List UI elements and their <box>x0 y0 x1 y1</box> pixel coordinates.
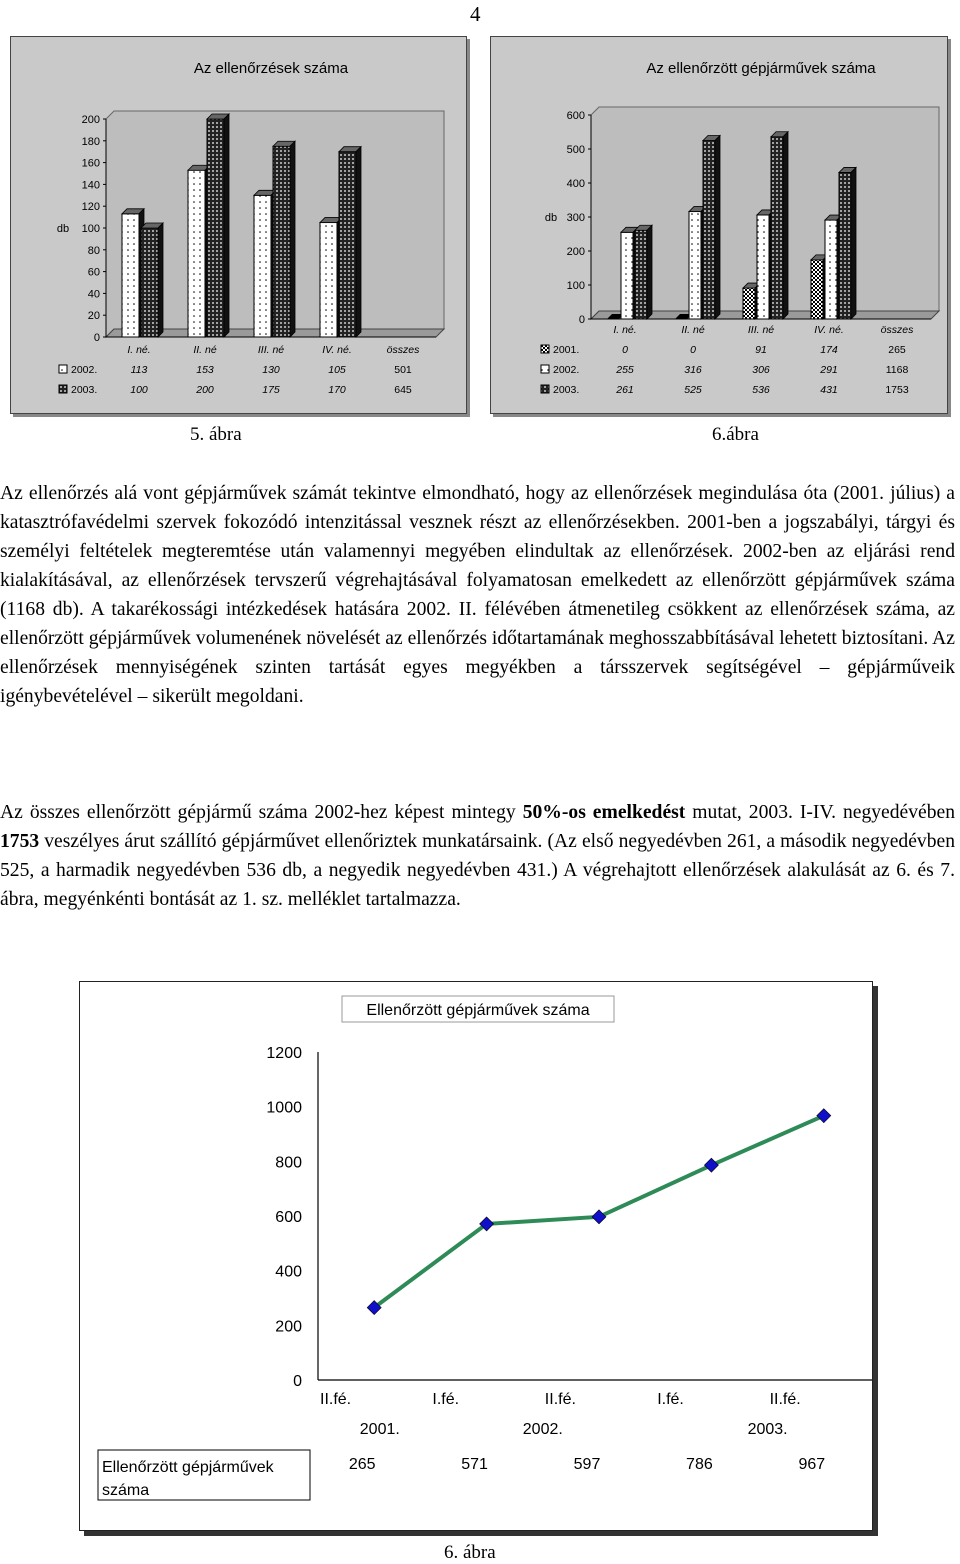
bar-side <box>290 141 295 337</box>
y-tick-label: 0 <box>578 314 585 326</box>
table-cell: 536 <box>752 384 770 396</box>
legend-label: 2002. <box>71 364 98 376</box>
table-header-cell: II. né <box>193 344 217 356</box>
fig5-chart <box>10 36 467 414</box>
legend-key <box>541 385 549 393</box>
fig6-svg <box>491 37 947 413</box>
table-header-cell: összes <box>386 344 420 356</box>
bar-side <box>783 132 788 319</box>
table-cell: 105 <box>328 364 346 376</box>
table-cell: 200 <box>196 384 214 396</box>
bar <box>207 119 224 337</box>
data-point-marker <box>817 1109 831 1123</box>
y-tick-label: 1200 <box>266 1045 302 1062</box>
y-tick-label: 60 <box>87 266 100 279</box>
bar <box>703 141 715 320</box>
legend-key <box>59 385 67 393</box>
fig6-chart <box>490 36 948 414</box>
para2-bold-1: 50%-os emelkedést <box>522 802 686 823</box>
bar <box>188 170 205 337</box>
y-tick-label: 1000 <box>266 1099 302 1117</box>
y-tick-label: 300 <box>566 212 585 224</box>
fig7-caption: 6. ábra <box>444 1542 496 1563</box>
fig5-caption: 5. ábra <box>190 424 242 445</box>
bar <box>339 152 356 337</box>
bar <box>771 137 783 319</box>
table-cell: 153 <box>196 364 214 376</box>
x-year-label: 2001. <box>359 1421 400 1438</box>
y-tick-label: 600 <box>275 1209 302 1226</box>
y-tick-label: 0 <box>293 1373 302 1390</box>
table-cell: 261 <box>616 384 634 396</box>
y-tick-label: 200 <box>275 1318 302 1336</box>
x-tick-label: II.fé. <box>320 1391 352 1408</box>
table-cell: 91 <box>755 344 767 356</box>
data-point-marker <box>592 1210 606 1224</box>
y-tick-label: 200 <box>566 246 585 258</box>
table-cell: 291 <box>820 364 838 376</box>
table-header-cell: III. né <box>747 324 775 336</box>
legend-key <box>541 365 549 373</box>
table-cell: 316 <box>684 364 702 376</box>
y-tick-label: 200 <box>81 114 100 126</box>
data-point-marker <box>704 1158 718 1172</box>
bar <box>141 228 158 337</box>
table-value: 967 <box>798 1456 826 1473</box>
table-cell: 100 <box>130 384 148 396</box>
table-header-cell: összes <box>880 324 914 336</box>
legend-label-line2: száma <box>102 1482 150 1499</box>
para2-bold-2: 1753 <box>0 831 40 852</box>
para2-text-1: Az összes ellenőrzött gépjármű száma 2002-hez képest mintegy <box>0 802 523 823</box>
bar-side <box>647 225 652 319</box>
table-value: 786 <box>686 1456 713 1473</box>
x-tick-label: II.fé. <box>544 1391 576 1408</box>
bar <box>254 195 271 337</box>
y-tick-label: 120 <box>81 201 100 214</box>
x-tick-label: I.fé. <box>432 1391 460 1408</box>
fig6-caption: 6.ábra <box>712 424 759 445</box>
y-tick-label: 140 <box>81 179 100 192</box>
fig7-chart <box>79 981 873 1531</box>
fig5-svg <box>11 37 466 413</box>
legend-label: 2003. <box>71 384 98 396</box>
legend-key <box>541 345 549 353</box>
table-cell: 0 <box>690 344 696 356</box>
y-tick-label: 400 <box>275 1263 302 1281</box>
bar <box>122 214 139 337</box>
table-value: 265 <box>348 1456 376 1473</box>
bar-side <box>224 114 229 337</box>
chart-title: Az ellenőrzések száma <box>193 60 349 77</box>
page-number: 4 <box>470 2 481 26</box>
bar <box>689 212 701 319</box>
table-header-cell: I. né. <box>127 344 151 356</box>
para2-text-2: mutat, 2003. I-IV. negyedévében <box>685 802 956 823</box>
y-tick-label: 600 <box>566 110 585 122</box>
bar <box>811 260 823 319</box>
bar <box>320 223 337 337</box>
bar <box>757 215 769 319</box>
y-axis-label: db <box>544 212 558 224</box>
legend-label: 2003. <box>553 384 580 396</box>
table-cell: 1168 <box>885 364 909 376</box>
body-paragraph-1: Az ellenőrzés alá vont gépjárművek számát tekintve elmondható, hogy az ellenőrzések megindulása óta (2001. július) a katasztrófavédelmi szervek fokozódó intenzitással vesznek részt az ellenőrzésekben. 2001-ben a jogszabályi, tárgyi és személyi feltételek megteremtése után valamennyi megyében elindultak az ellenőrzések. 2002-ben az eljárási rend kialakításával, az ellenőrzések tervszerű végrehajtásával folyamatosan emelkedett az ellenőrzött gépjárművek száma (1168 db). A takarékossági intézkedések hatására 2002. II. félévében átmenetileg csökkent az ellenőrzések száma, az ellenőrzött gépjárművek volumenének növelését az ellenőrzés időtartamának meghosszabbításával lehetett biztosítani. Az ellenőrzések mennyiségének szinten tartását egyes megyékben a társszervek segítségével – gépjárműveik igénybevételével – sikerült megoldani. <box>0 483 955 707</box>
table-value: 571 <box>461 1456 488 1473</box>
table-cell: 431 <box>820 384 838 396</box>
table-cell: 525 <box>684 384 702 396</box>
table-cell: 501 <box>394 364 412 376</box>
bar <box>825 220 837 319</box>
y-tick-label: 800 <box>275 1154 302 1172</box>
bar-side <box>851 167 856 319</box>
y-tick-label: 0 <box>93 332 100 344</box>
x-year-label: 2002. <box>522 1421 563 1438</box>
y-tick-label: 20 <box>87 310 100 323</box>
table-value: 597 <box>573 1456 601 1473</box>
table-header-cell: IV. né. <box>814 324 844 336</box>
fig7-svg <box>80 982 872 1530</box>
table-cell: 175 <box>262 384 280 396</box>
y-tick-label: 160 <box>81 157 100 170</box>
bar-side <box>356 147 361 337</box>
table-header-cell: I. né. <box>613 324 637 336</box>
table-cell: 174 <box>820 344 838 356</box>
chart-title: Az ellenőrzött gépjárművek száma <box>646 60 876 77</box>
y-axis-label: db <box>56 223 70 235</box>
y-tick-label: 180 <box>81 135 100 148</box>
legend-label-line1: Ellenőrzött gépjárművek <box>102 1459 274 1476</box>
y-tick-label: 80 <box>87 244 100 257</box>
x-tick-label: I.fé. <box>657 1391 684 1408</box>
x-tick-label: II.fé. <box>769 1391 801 1408</box>
y-tick-label: 100 <box>566 280 585 292</box>
table-header-cell: III. né <box>257 344 285 356</box>
table-cell: 645 <box>394 384 412 396</box>
table-cell: 306 <box>752 364 770 376</box>
y-tick-label: 500 <box>566 144 585 156</box>
table-cell: 113 <box>130 364 148 376</box>
table-cell: 1753 <box>885 384 909 396</box>
table-header-cell: IV. né. <box>322 344 352 356</box>
bar <box>839 172 851 319</box>
bar <box>621 232 633 319</box>
table-header-cell: II. né <box>681 324 705 336</box>
bar-side <box>158 223 163 337</box>
table-cell: 265 <box>888 344 906 356</box>
table-cell: 255 <box>616 364 634 376</box>
bar <box>635 230 647 319</box>
bar <box>273 146 290 337</box>
y-tick-label: 40 <box>87 288 100 301</box>
table-cell: 0 <box>622 344 628 356</box>
table-cell: 170 <box>328 384 346 396</box>
table-cell: 130 <box>262 364 280 376</box>
y-tick-label: 100 <box>81 223 100 235</box>
para2-text-3: veszélyes árut szállító gépjárművet ellenőriztek munkatársaink. (Az első negyedévben 261, a második negyedévben 525, a harmadik negyedévben 536 db, a negyedik negyedévben 431.) A végrehajtott ellenőrzések alakulását az 6. és 7. ábra, megyénkénti bontását az 1. sz. melléklet tartalmazza. <box>0 831 955 910</box>
legend-label: 2001. <box>553 344 580 356</box>
y-tick-label: 400 <box>566 178 585 190</box>
body-paragraph-2 <box>0 798 955 914</box>
legend-label: 2002. <box>553 364 580 376</box>
bar <box>743 288 755 319</box>
x-year-label: 2003. <box>747 1421 788 1438</box>
bar-side <box>715 136 720 320</box>
legend-key <box>59 365 67 373</box>
fig7-title: Ellenőrzött gépjárművek száma <box>366 1002 590 1019</box>
